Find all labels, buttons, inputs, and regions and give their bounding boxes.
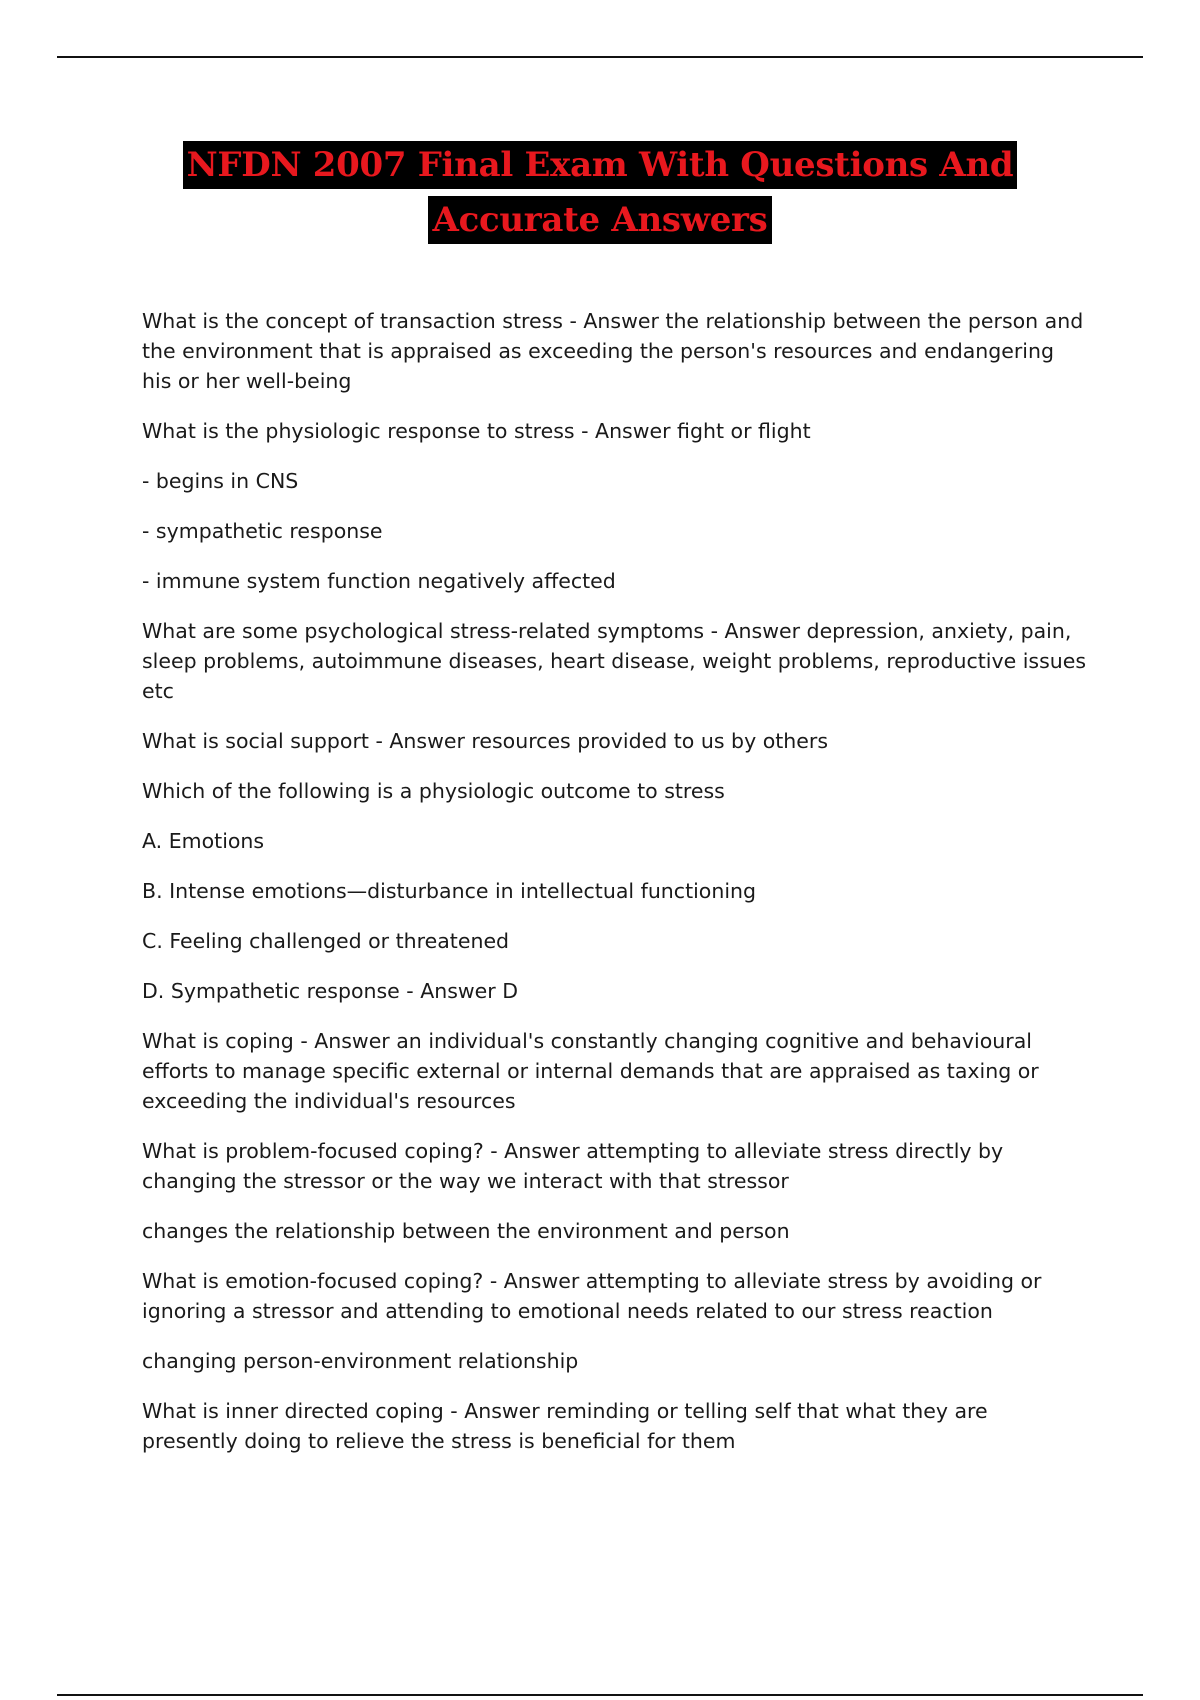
paragraph-physiologic-response: What is the physiologic response to stress - Answer fight or flight — [142, 419, 811, 443]
option-a: A. Emotions — [142, 829, 265, 853]
list-item-sympathetic-response: - sympathetic response — [142, 519, 383, 543]
paragraph-inner-directed-coping: What is inner directed coping - Answer reminding or telling self that what they are presently doing to relieve the stress is beneficial for them — [142, 1399, 988, 1453]
option-b: B. Intense emotions—disturbance in intellectual functioning — [142, 879, 757, 903]
list-item-begins-in-cns: - begins in CNS — [142, 469, 299, 493]
footer-rule — [57, 1694, 1143, 1696]
header-rule — [57, 56, 1143, 58]
question-physiologic-outcome: Which of the following is a physiologic outcome to stress — [142, 779, 725, 803]
paragraph-coping: What is coping - Answer an individual's constantly changing cognitive and behavioural efforts to manage specific external or internal demands that are appraised as taxing or exceeding the individual's resources — [142, 1029, 1039, 1113]
option-c: C. Feeling challenged or threatened — [142, 929, 510, 953]
title-block — [120, 141, 1080, 251]
document-title: NFDN 2007 Final Exam With Questions And Accurate Answers — [183, 141, 1018, 244]
paragraph-social-support: What is social support - Answer resources provided to us by others — [142, 729, 829, 753]
paragraph-emotion-focused-coping: What is emotion-focused coping? - Answer attempting to alleviate stress by avoiding or ignoring a stressor and attending to emotional needs related to our stress reaction — [142, 1269, 1042, 1323]
document-body — [142, 306, 1087, 1476]
paragraph-transaction-stress: What is the concept of transaction stress - Answer the relationship between the person and the environment that is appraised as exceeding the person's resources and endangering his or her well-being — [142, 309, 1084, 393]
option-d: D. Sympathetic response - Answer D — [142, 979, 519, 1003]
paragraph-psychological-symptoms: What are some psychological stress-related symptoms - Answer depression, anxiety, pain, sleep problems, autoimmune diseases, heart disease, weight problems, reproductive issues etc — [142, 619, 1087, 703]
paragraph-changes-relationship: changes the relationship between the environment and person — [142, 1219, 790, 1243]
paragraph-problem-focused-coping: What is problem-focused coping? - Answer attempting to alleviate stress directly by changing the stressor or the way we interact with that stressor — [142, 1139, 1004, 1193]
list-item-immune-system: - immune system function negatively affected — [142, 569, 616, 593]
paragraph-changing-relationship: changing person-environment relationship — [142, 1349, 579, 1373]
